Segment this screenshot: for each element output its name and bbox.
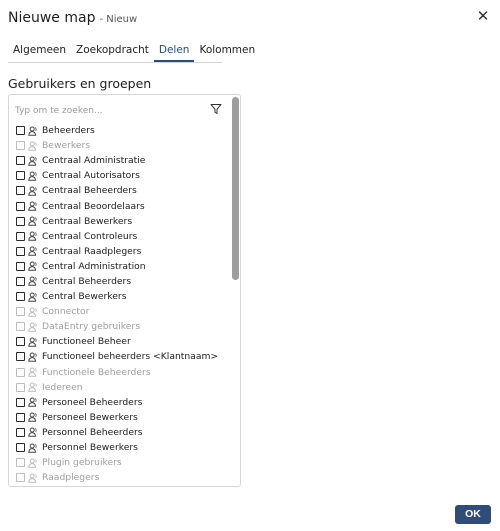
list-item-label: Personeel Beheerders <box>42 396 143 408</box>
list-item[interactable] <box>16 349 231 364</box>
user-icon <box>28 171 38 181</box>
checkbox[interactable] <box>16 217 25 226</box>
user-icon <box>28 427 38 437</box>
list-item-label: Central Bewerkers <box>42 291 127 303</box>
user-icon <box>28 352 38 362</box>
checkbox <box>16 322 25 331</box>
list-item-label: Centraal Controleurs <box>42 230 138 242</box>
scrollbar[interactable] <box>232 95 240 487</box>
list-item-label: Centraal Administratie <box>42 155 146 167</box>
list-item-label: Plugin gebruikers <box>42 457 122 469</box>
list-item[interactable] <box>16 289 231 304</box>
user-icon <box>28 473 38 483</box>
list-item[interactable] <box>16 229 231 244</box>
list-item[interactable] <box>16 259 231 274</box>
list-item[interactable] <box>16 183 231 198</box>
list-item-label: Functionele Beheerders <box>42 366 151 378</box>
list-item-label: Bewerkers <box>42 140 91 152</box>
users-groups-panel <box>8 94 241 487</box>
user-icon <box>28 261 38 271</box>
list-item-label: Functioneel beheerders <Klantnaam> <box>42 351 219 363</box>
checkbox <box>16 307 25 316</box>
user-group-list <box>16 123 231 485</box>
list-item-label: Centraal Beoordelaars <box>42 200 145 212</box>
user-icon <box>28 126 38 136</box>
checkbox <box>16 368 25 377</box>
list-item[interactable] <box>16 198 231 213</box>
checkbox[interactable] <box>16 247 25 256</box>
user-icon <box>28 322 38 332</box>
close-icon[interactable]: ✕ <box>476 7 490 25</box>
list-item-label: Centraal Raadplegers <box>42 245 142 257</box>
user-icon <box>28 141 38 151</box>
user-icon <box>28 367 38 377</box>
checkbox[interactable] <box>16 171 25 180</box>
scrollbar-thumb[interactable] <box>232 97 239 280</box>
list-item-label: Central Beheerders <box>42 275 132 287</box>
list-item[interactable] <box>16 410 231 425</box>
user-icon <box>28 412 38 422</box>
checkbox[interactable] <box>16 352 25 361</box>
user-icon <box>28 246 38 256</box>
tab-delen[interactable]: Delen <box>154 43 195 62</box>
list-item-label: Personeel Bewerkers <box>42 411 138 423</box>
user-icon <box>28 276 38 286</box>
user-icon <box>28 186 38 196</box>
checkbox[interactable] <box>16 262 25 271</box>
tab-bar <box>8 43 256 63</box>
user-icon <box>28 307 38 317</box>
user-icon <box>28 382 38 392</box>
list-item[interactable] <box>16 123 231 138</box>
list-item-label: Centraal Autorisators <box>42 170 140 182</box>
checkbox[interactable] <box>16 292 25 301</box>
checkbox[interactable] <box>16 232 25 241</box>
list-item[interactable] <box>16 244 231 259</box>
list-item[interactable] <box>16 274 231 289</box>
dialog-subtitle: - Nieuw <box>99 14 138 25</box>
tab-kolommen[interactable]: Kolommen <box>199 44 256 56</box>
list-item[interactable] <box>16 395 231 410</box>
list-item[interactable] <box>16 168 231 183</box>
list-item[interactable] <box>16 380 231 395</box>
filter-icon[interactable] <box>210 103 222 115</box>
dialog-title-text: Nieuwe map <box>8 10 96 26</box>
list-item-label: Centraal Bewerkers <box>42 215 133 227</box>
list-item-label: DataEntry gebruikers <box>42 321 140 333</box>
list-item[interactable] <box>16 319 231 334</box>
list-item[interactable] <box>16 455 231 470</box>
search-input[interactable] <box>15 103 225 119</box>
user-icon <box>28 201 38 211</box>
user-icon <box>28 458 38 468</box>
list-item-label: Functioneel Beheer <box>42 336 131 348</box>
list-item-label: Beheerders <box>42 125 95 137</box>
list-item[interactable] <box>16 304 231 319</box>
list-item[interactable] <box>16 138 231 153</box>
checkbox[interactable] <box>16 156 25 165</box>
checkbox <box>16 383 25 392</box>
list-item-label: Iedereen <box>42 381 83 393</box>
checkbox <box>16 473 25 482</box>
tab-zoekopdracht[interactable]: Zoekopdracht <box>76 44 149 56</box>
user-icon <box>28 443 38 453</box>
checkbox[interactable] <box>16 202 25 211</box>
checkbox <box>16 458 25 467</box>
checkbox[interactable] <box>16 398 25 407</box>
checkbox[interactable] <box>16 277 25 286</box>
checkbox[interactable] <box>16 428 25 437</box>
list-item-label: Personnel Bewerkers <box>42 442 138 454</box>
ok-button[interactable]: OK <box>455 505 491 524</box>
section-title: Gebruikers en groepen <box>8 76 152 91</box>
list-item[interactable] <box>16 334 231 349</box>
user-icon <box>28 216 38 226</box>
list-item[interactable] <box>16 214 231 229</box>
user-icon <box>28 337 38 347</box>
list-item[interactable] <box>16 425 231 440</box>
checkbox[interactable] <box>16 126 25 135</box>
user-icon <box>28 156 38 166</box>
list-item-label: Personnel Beheerders <box>42 426 143 438</box>
list-item[interactable] <box>16 365 231 380</box>
list-item[interactable] <box>16 440 231 455</box>
checkbox[interactable] <box>16 413 25 422</box>
user-icon <box>28 292 38 302</box>
checkbox <box>16 141 25 150</box>
checkbox[interactable] <box>16 186 25 195</box>
list-item-label: Centraal Beheerders <box>42 185 137 197</box>
user-icon <box>28 231 38 241</box>
user-icon <box>28 397 38 407</box>
dialog-title <box>8 7 137 26</box>
checkbox[interactable] <box>16 337 25 346</box>
checkbox[interactable] <box>16 443 25 452</box>
list-item[interactable] <box>16 153 231 168</box>
list-item-label: Central Administration <box>42 260 146 272</box>
list-item[interactable] <box>16 470 231 485</box>
list-item-label: Connector <box>42 306 90 318</box>
tab-algemeen[interactable]: Algemeen <box>13 44 67 56</box>
list-item-label: Raadplegers <box>42 472 100 484</box>
